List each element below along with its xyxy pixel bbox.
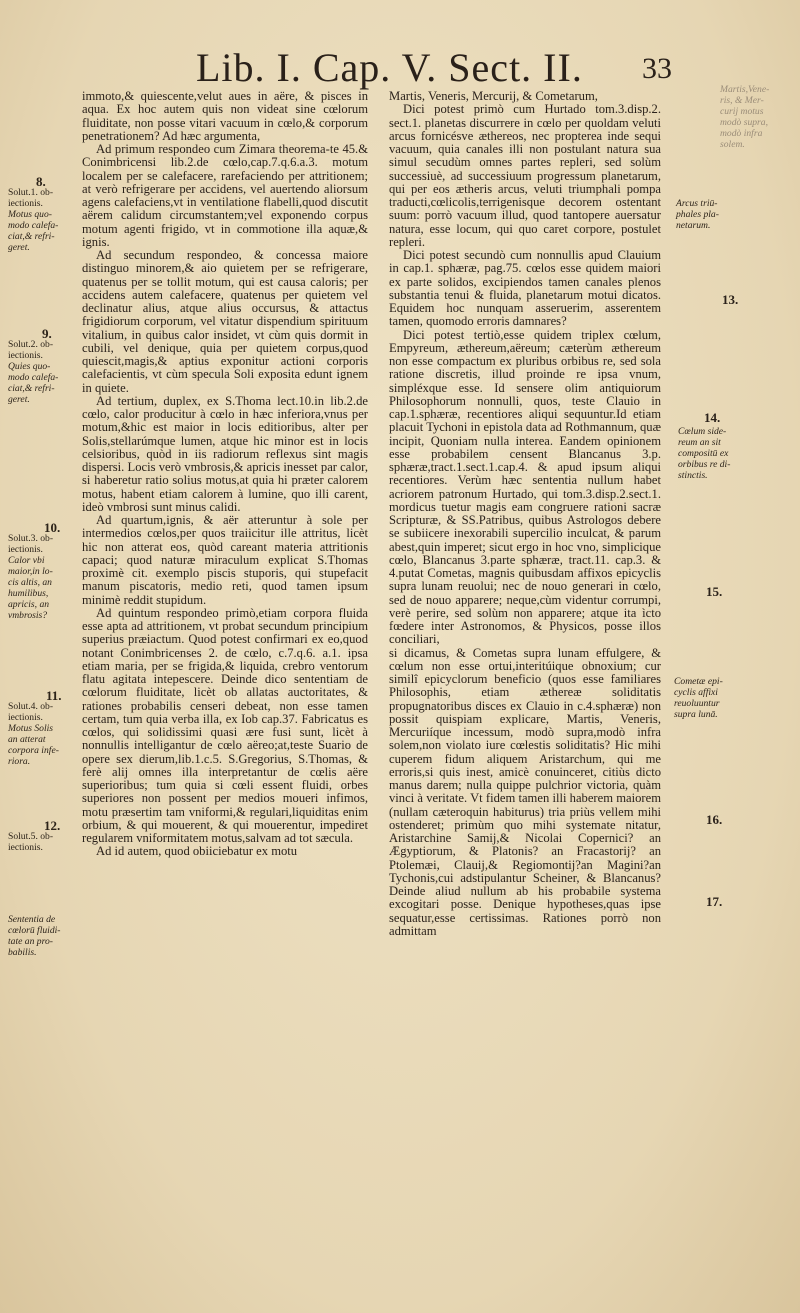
note-line: Quies quo-	[8, 361, 51, 372]
paragraph: si dicamus, & Cometas supra lunam effulgere, & cœlum non esse ortui,interitúique obnoxium; cur similî epicyclorum beneficio (quos esse familiares Philosophis, etiam æthereæ soliditatis propugnatoribus disces ex Clauio in c.4.sphæræ) non possit quispiam explicare, Martis, Veneris, Mercuriíque incessum, modò supra,modò infra solem,non violato iure cœlestis soliditatis? Hic mihi cuperem fidum aliquem Aristarchum, qui me erroris,si quis inest, amicè conuinceret, citiùs dicto manus darem; nulla quippe pulchrior victoria, quàm vinci à veritate. Vt fidem tamen illi haberem maiorem (nullam cæteroquin habiturus) tria priùs vellem mihi ostenderet; primùm quo mihi systemate nitatur, Aristarchine Samij,& Nicolai Copernici? an Ægyptiorum, & Platonis? an Fracastorij? an Ptolemæi, Clauij,& Regiomontij?an Magini?an Tychonis,cui adstipulantur Scheiner, & Blancanus? Deinde aliud nullum ab his probabile systema excogitari posse. Denique hypotheses,quas ipse sequatur,esse certissimas. Rationes porrò non admittam	[389, 645, 661, 938]
note-line: ciat,& refri-	[8, 231, 55, 242]
note-line: vmbrosis?	[8, 610, 48, 621]
section-number: 9.	[42, 326, 52, 341]
page-number: 33	[642, 52, 672, 85]
note-line: solem.	[720, 139, 745, 150]
note-line: babilis.	[8, 947, 37, 958]
section-number-15: 15.	[706, 584, 723, 599]
note-line: Solut.5. ob-	[8, 831, 54, 842]
note-line: iectionis.	[8, 198, 43, 209]
note-line: an atterat	[8, 734, 46, 745]
faint-margin-note	[720, 84, 794, 150]
note-line: riora.	[8, 756, 31, 767]
note-line: Sententia de	[8, 914, 56, 925]
margin-note-arcus	[676, 198, 788, 231]
note-line: apricis, an	[8, 599, 50, 610]
note-line: tate an pro-	[8, 936, 53, 947]
note-line: modò supra,	[720, 117, 768, 128]
paragraph: Ad quintum respondeo primò,etiam corpora fluida esse apta ad attritionem, vt probat secundum principium superius præiactum. Quod potest confirmari ex eo,quod notant Conimbricenses 2. de cœlo, c.7.q.6. a.1. ipsa etiam maria, per se frigida,& liquida, crebro ventorum flatu agitata intepescere. Deinde dico sententiam de cœlorum fluiditate, licèt ob allatas auctoritates, & rationes probabilis censeri debeat, non esse tamen certam, tum quia verba illa, ex Iob cap.37. Fabricatus es cœlos, qui solidissimi quasi ære fusi sunt, licèt à nonnullis intelligantur de cœlo aëreo;at,teste Suario de opere sex dierum,lib.1.c.5. S.Gregorius, S.Thomas, & ferè alij omnes illa interpretantur de cœlis aëre superioribus; tum quia si cœli essent fluidi, orbes superiores non possent per medios moueri infimos, motu præsertim tam vniformi,& regulari,liquiditas enim orbium, & qui mouerent, & qui mouerentur, impediret regularem vniformitatem motus,salvam ad tot sæcula.	[82, 605, 368, 845]
note-line: netarum.	[676, 220, 711, 231]
note-line: Motus Solis	[8, 723, 54, 734]
note-line: Arcus triū-	[676, 198, 718, 209]
paragraph: Ad quartum,ignis, & aër atteruntur à sole per intermedios cœlos,per quos traiicitur ille attritus, licèt hic non atterat eos, quòd careant materia attritionis capaci; quod naturæ miraculum explicat S.Thomas proximè cit. exemplo piscis stuporis, qui stupefacit manum piscatoris, medio reti, quod tamen ipsum minimè reddit stupidum.	[82, 513, 368, 607]
section-number: 10.	[44, 520, 61, 535]
section-number: 8.	[36, 174, 46, 189]
note-line: iectionis.	[8, 842, 43, 853]
note-line: modo calefa-	[8, 220, 59, 231]
note-line: cis altis, an	[8, 577, 52, 588]
margin-note-8	[8, 176, 78, 253]
right-text-column	[389, 90, 661, 938]
note-line: supra lunā.	[674, 709, 718, 720]
note-line: geret.	[8, 242, 30, 253]
paragraph: Ad primum respondeo cum Zimara theorema-te 45.& Conimbricensi lib.2.de cœlo,cap.7.q.6.a.3. motum localem per se calefacere, rarefaciendo per attritionem; at verò refrigerare per accidens, vel auertendo aliorsum agens calefaciens,vt in ventilatione flabelli,quod discutit aërem calidum circumstantem;vel exponendo corpus motum agenti frigido, vt in commotione illa aquæ,& ignis.	[82, 142, 368, 249]
note-line: Solut.1. ob-	[8, 187, 54, 198]
section-number-14: 14.	[704, 410, 721, 425]
section-number-17: 17.	[706, 894, 723, 909]
note-line: reum an sit	[678, 437, 721, 448]
paragraph: immoto,& quiescente,velut aues in aëre, & pisces in aqua. Ex hoc autem quis non videat sine cœlorum fluiditate, non posse vitari vacuum in cœlo,& corporum penetrationem? Ad hæc argumenta,	[82, 89, 368, 143]
note-line: curij motus	[720, 106, 764, 117]
paragraph: Martis, Veneris, Mercurij, & Cometarum,	[389, 89, 598, 103]
margin-note-12	[8, 820, 78, 853]
note-line: modo calefa-	[8, 372, 59, 383]
margin-note-9	[8, 328, 78, 405]
note-line: modò infra	[720, 128, 763, 139]
note-line: cœlorū fluidi-	[8, 925, 61, 936]
margin-note-14	[678, 426, 790, 481]
note-line: maior,in lo-	[8, 566, 53, 577]
note-line: stinctis.	[678, 470, 708, 481]
note-line: iectionis.	[8, 544, 43, 555]
note-line: compositū ex	[678, 448, 729, 459]
note-line: Solut.4. ob-	[8, 701, 54, 712]
section-number-13: 13.	[722, 292, 739, 307]
note-line: Calor vbi	[8, 555, 45, 566]
note-line: phales pla-	[676, 209, 719, 220]
note-line: Solut.2. ob-	[8, 339, 54, 350]
note-line: ris, & Mer-	[720, 95, 764, 106]
page-header	[0, 44, 800, 94]
paragraph: Dici potest primò cum Hurtado tom.3.disp.2. sect.1. planetas discurrere in cœlo per quoldam veluti arcus fornicésve æthereos, nec propterea inde sequi vacuum, quia canales illi non postulant natura sua simul secudùm omnes partes repleri, sed solùm successiuè, ad successiuum progressum planetarum, qui per eos ætheris arcus, veluti triumphali pompa traducti,cœlicolis,terrigenisque decorem ostentant suum: porrò vacuum illud, quod tantopere auersatur natura, esse locum, qui quo caret corpore, postulet repleri.	[389, 102, 661, 249]
margin-note-11	[8, 690, 78, 767]
margin-note-fluidity	[8, 914, 78, 958]
margin-note-10	[8, 522, 78, 621]
note-line: geret.	[8, 394, 30, 405]
note-line: ciat,& refri-	[8, 383, 55, 394]
note-line: Cœlum side-	[678, 426, 727, 437]
note-line: Solut.3. ob-	[8, 533, 54, 544]
note-line: corpora infe-	[8, 745, 59, 756]
note-line: iectionis.	[8, 712, 43, 723]
paragraph: Dici potest tertiò,esse quidem triplex cœlum, Empyreum, æthereum,aëreum; cæterùm æthereum non esse compactum ex pluribus orbibus re, sed sola ratione discretis, illud proinde re ipsa vnum, simpléxque esse. Id sensere olim antiquiorum Philosophorum nonnulli, quos, teste Clauio in cap.1.sphæræ, recentiores aliqui sequuntur.Id etiam placuit Tychoni in epistola data ad Rothmannum, quæ incipit, Quoniam nulla interea. Eandem opinionem esse probabilem censent Blancanus 3.p. sphæræ,tract.1.sect.1.cap.4. & apud ipsum aliqui recentiores. Verùm hæc sententia nullum habet acriorem patronum Hurtado, qui tom.3.disp.2.sect.1. mordicus tuetur magis eam congruere rationi sacræ Scripturæ, & SS.Patribus, quibus Astrologos debere se subiicere inexorabili supercilio inculcat, & parum abest,quin imperet; sicut ergo in hoc vno, simplicique cœlo, Blancanus 3.parte sphæræ, tract.11. cap.3. & 4.putat Cometas, magnis quibusdam affixos epicyclis supra lunam reuolui; nec de nouo generari in cœlo, sed de nouo apparere; neque,cùm videntur corrumpi, verè perire, sed solùm non apparere; atque ita ìcto fœdere inter Astronomos, & Physicos, posse illos conciliari,	[389, 327, 661, 647]
running-title: Lib. I. Cap. V. Sect. II.	[196, 45, 583, 90]
note-line: Motus quo-	[8, 209, 52, 220]
paragraph: Ad secundum respondeo, & concessa maiore distinguo minorem,& aio quietem per se refrigerare, quatenus per se tollit motum, qui est causa caloris; per accidens autem calefacere, quatenus per quietem vel declinatur alius, atque alius occursus, & attactus frigidiorum corporum, vel vitatur dispendium spirituum vitalium, in quibus calor insidet, vt cùm quis dormit in cubili, vel denique, quia per quietem corpus,quod quiescit,magis,& aptius exponitur actioni corporis calefacientis, vt cùm specula Soli exposita edunt ignem in quiete.	[82, 248, 368, 395]
margin-note-15	[674, 676, 786, 720]
paragraph: Ad id autem, quod obiiciebatur ex motu	[96, 844, 298, 859]
left-text-column	[82, 90, 368, 859]
section-number-16: 16.	[706, 812, 723, 827]
section-number: 12.	[44, 818, 61, 833]
note-line: Martis,Vene-	[720, 84, 770, 95]
note-line: iectionis.	[8, 350, 43, 361]
note-line: cyclis affixi	[674, 687, 718, 698]
paragraph: Dici potest secundò cum nonnullis apud Clauium in cap.1. sphæræ, pag.75. cœlos esse quidem maiori ex parte solidos, excipiendos tamen canales plenos substantia tenui & fluida, planetarum motui dicatos. Equidem hoc nunquam asseruerim, asserentem tamen, quomodo erroris damnares?	[389, 248, 661, 329]
note-line: reuoluuntur	[674, 698, 720, 709]
note-line: Cometæ epi-	[674, 676, 723, 687]
note-line: humilibus,	[8, 588, 49, 599]
section-number: 11.	[46, 688, 62, 703]
note-line: orbibus re di-	[678, 459, 731, 470]
paragraph: Ad tertium, duplex, ex S.Thoma lect.10.in lib.2.de cœlo, calor producitur à cœlo in hæc inferiora,vnus per motum,&hic est maior in locis editioribus, alter per Solis,stellarúmque lumen, atque hic minor est in locis celsioribus, quòd in iis radiorum reflexus sint magis dispersi. Locis verò vmbrosis,& apricis inesset par calor, si haberetur ratio solius motus,at quia hi præter calorem motus, habent etiam calorem à lumine, quo illi carent, ideò vmbrosi sunt minus calidi.	[82, 393, 368, 514]
